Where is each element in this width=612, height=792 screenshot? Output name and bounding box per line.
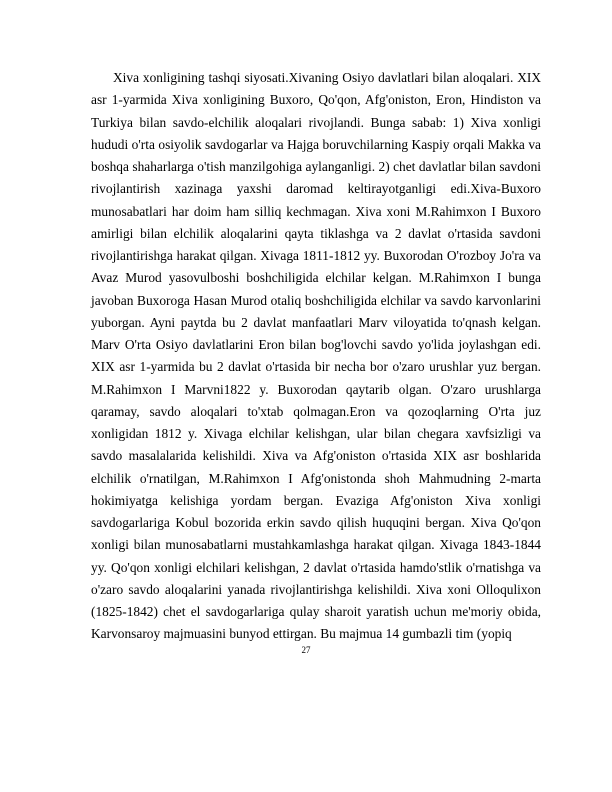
page-number: 27 [301, 645, 311, 655]
body-paragraph: Xiva xonligining tashqi siyosati.Xivaning Osiyo davlatlari bilan aloqalari. XIX asr 1-yarmida Xiva xonligining Buxoro, Qo'qon, Afg'oniston, Eron, Hindiston va Turkiya bilan savdo-elchilik aloqalari rivojlandi. Bunga sabab: 1) Xiva xonligi hududi o'rta osiyolik savdogarlar va Hajga boruvchilarning Kaspiy orqali Makka va boshqa shaharlarga o'tish manzilgohiga aylanganligi. 2) chet davlatlar bilan savdoni rivojlantirish xazinaga yaxshi daromad keltirayotganligi edi.Xiva-Buxoro munosabatlari har doim ham silliq kechmagan. Xiva xoni M.Rahimxon I Buxoro amirligi bilan elchilik aloqalarini qayta tiklashga va 2 davlat o'rtasida savdoni rivojlantirishga harakat qilgan. Xivaga 1811-1812 yy. Buxorodan O'rozboy Jo'ra va Avaz Murod yasovulboshi boshchiligida elchilar kelgan. M.Rahimxon I bunga javoban Buxoroga Hasan Murod otaliq boshchiligida elchilar va savdo karvonlarini yuborgan. Ayni paytda bu 2 davlat manfaatlari Marv viloyatida to'qnash kelgan. Marv O'rta Osiyo davlatlarini Eron bilan bog'lovchi savdo yo'lida joylashgan edi. XIX asr 1-yarmida bu 2 davlat o'rtasida bir necha bor o'zaro urushlar yuz bergan. M.Rahimxon I Marvni1822 y. Buxorodan qaytarib olgan. O'zaro urushlarga qaramay, savdo aloqalari to'xtab qolmagan.Eron va qozoqlarning O'rta juz xonligidan 1812 y. Xivaga elchilar kelishgan, ular bilan chegara xavfsizligi va savdo masalalarida kelishildi. Xiva va Afg'oniston o'rtasida XIX asr boshlarida elchilik o'rnatilgan, M.Rahimxon I Afg'onistonda shoh Mahmudning 2-marta hokimiyatga kelishiga yordam bergan. Evaziga Afg'oniston Xiva xonligi savdogarlariga Kobul bozorida erkin savdo qilish huquqini bergan. Xiva Qo'qon xonligi bilan munosabatlarni mustahkamlashga harakat qilgan. Xivaga 1843-1844 yy. Qo'qon xonligi elchilari kelishgan, 2 davlat o'rtasida hamdo'stlik o'rnatishga va o'zaro savdo aloqalarini yanada rivojlantirishga kelishildi. Xiva xoni Olloqulixon (1825-1842) chet el savdogarlariga qulay sharoit yaratish uchun me'moriy obida, Karvonsaroy majmuasini bunyod ettirgan. Bu majmua 14 gumbazli tim (yopiq [91, 70, 541, 642]
